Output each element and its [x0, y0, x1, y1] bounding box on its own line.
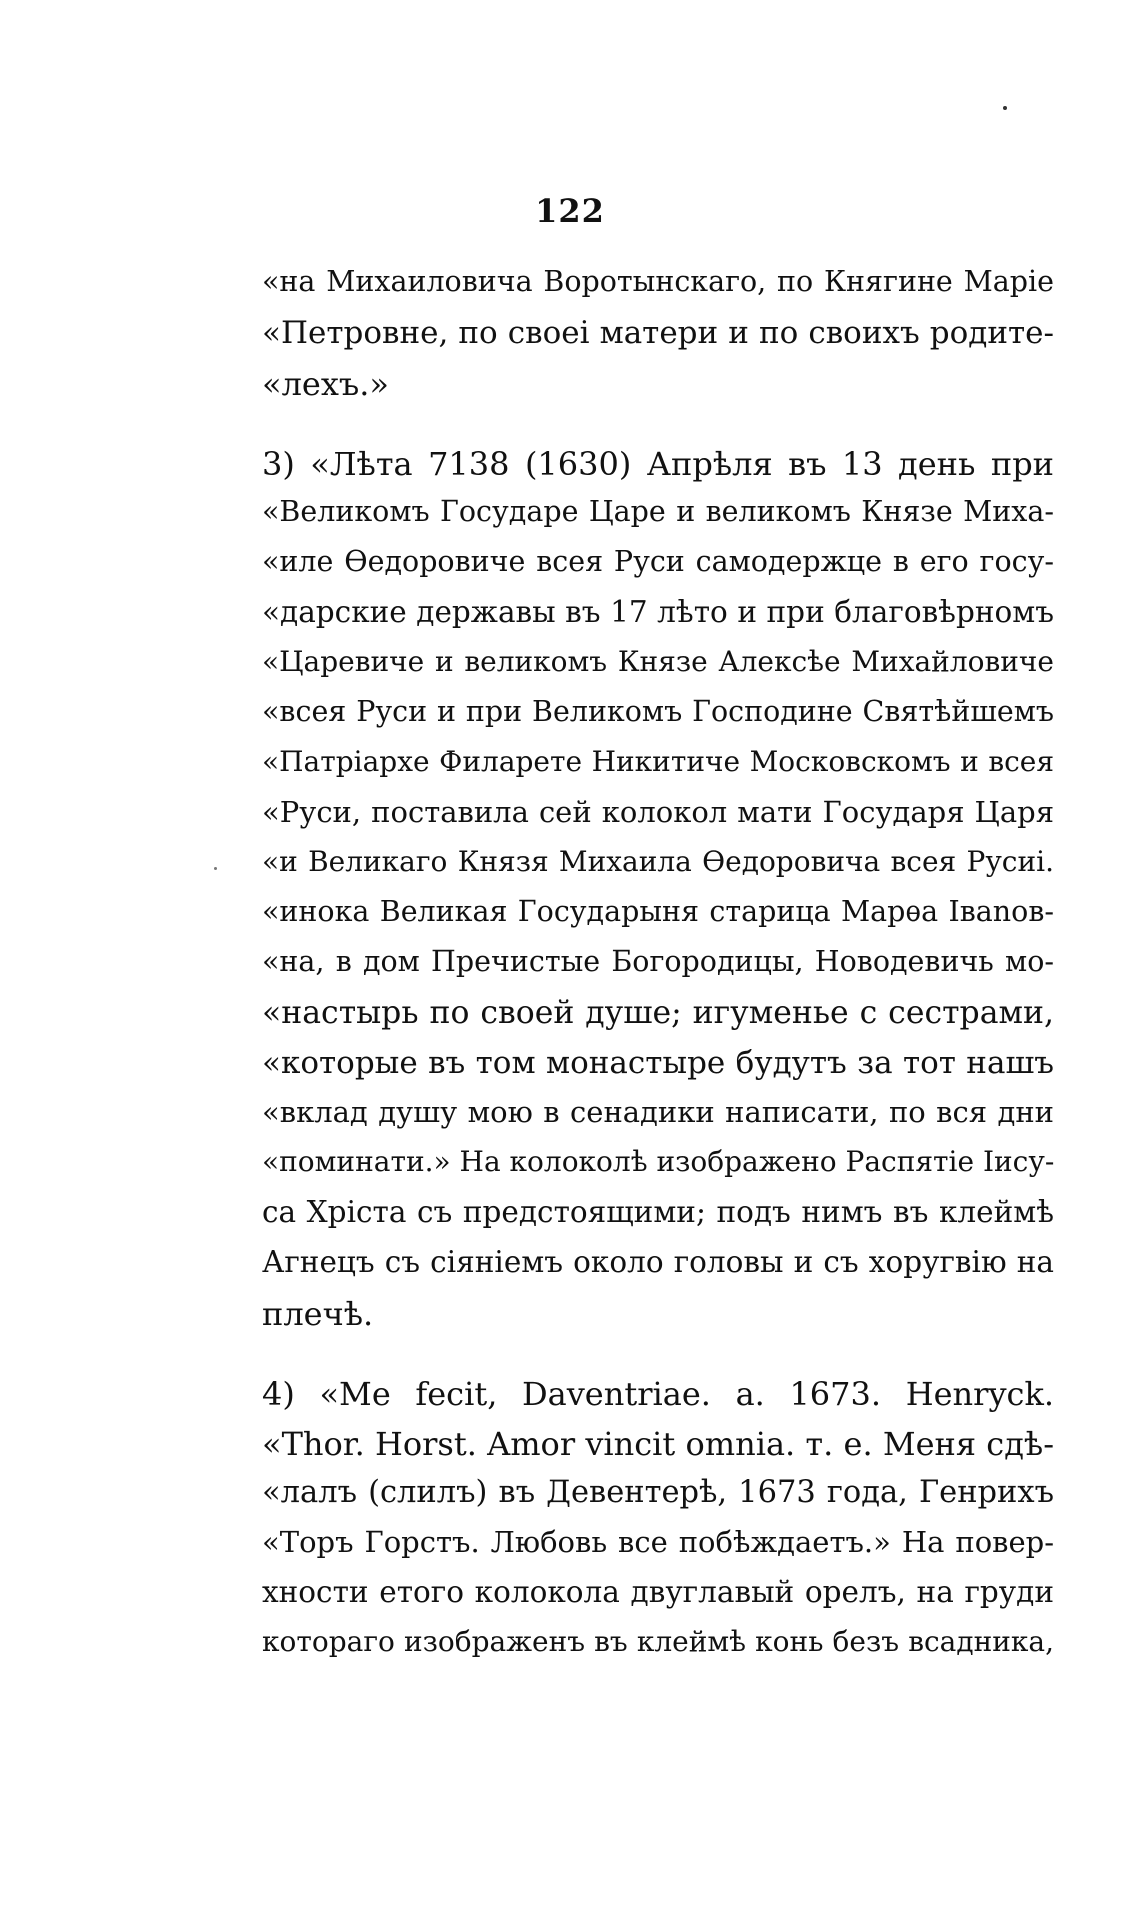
- text-line: са Хріста съ предстоящими; подъ нимъ въ клеймѣ: [262, 1195, 1054, 1229]
- text-line: плечѣ.: [262, 1295, 374, 1333]
- page-number: 122: [535, 192, 605, 230]
- text-line: «лехъ.»: [262, 365, 389, 403]
- text-line: «лалъ (слилъ) въ Девентерѣ, 1673 года, Генрихъ: [262, 1475, 1054, 1510]
- print-speck: [1003, 106, 1007, 110]
- text-line: «иле Ѳедоровиче всея Руси самодержце в его госу-: [262, 545, 1054, 578]
- text-line: «вклад душу мою в сенадики написати, по вся дни: [262, 1095, 1054, 1129]
- text-line: «Великомъ Государе Царе и великомъ Князе Миха-: [262, 495, 1054, 528]
- text-line: «дарские державы въ 17 лѣто и при благовѣрномъ: [262, 595, 1054, 629]
- text-line: «на Михаиловича Воротынскаго, по Княгине Маріе: [262, 265, 1054, 298]
- text-line: котораго изображенъ въ клеймѣ конь безъ всадника,: [262, 1625, 1054, 1658]
- text-line: «Петровне, по своеі матери и по своихъ родите-: [262, 315, 1054, 351]
- text-line: «Патріархе Филарете Никитиче Московскомъ и всея: [262, 745, 1054, 778]
- text-line: «Торъ Горстъ. Любовь все побѣждаетъ.» На повер-: [262, 1525, 1054, 1559]
- text-line: 4) «Me fecit, Daventriae. a. 1673. Henryck.: [262, 1375, 1054, 1413]
- text-line: хности етого колокола двуглавый орелъ, на груди: [262, 1575, 1054, 1609]
- text-line: «Thor. Horst. Amor vincit omnia. т. е. Меня сдѣ-: [262, 1425, 1054, 1463]
- text-line: «Руси, поставила сей колокол мати Государя Царя: [262, 795, 1054, 829]
- text-line: «на, в дом Пречистые Богородицы, Новодевичь мо-: [262, 945, 1054, 978]
- text-line: «и Великаго Князя Михаила Ѳедоровича всея Русиі.: [262, 845, 1054, 878]
- text-line: «которые въ том монастыре будутъ за тот нашъ: [262, 1045, 1054, 1081]
- text-line: «поминати.» На колоколѣ изображено Распятіе Іису-: [262, 1145, 1055, 1178]
- print-speck: [214, 867, 217, 870]
- text-line: Агнецъ съ сіяніемъ около головы и съ хоругвію на: [262, 1245, 1054, 1279]
- text-line: «настырь по своей душе; игуменье с сестрами,: [262, 995, 1054, 1031]
- text-line: «Царевиче и великомъ Князе Алексѣе Михайловиче: [262, 645, 1054, 678]
- text-line: 3) «Лѣта 7138 (1630) Апрѣля въ 13 день при: [262, 445, 1054, 483]
- text-line: «инока Великая Государыня старица Марѳа Івanов-: [262, 895, 1054, 928]
- text-line: «всея Руси и при Великомъ Господине Святѣйшемъ: [262, 695, 1054, 728]
